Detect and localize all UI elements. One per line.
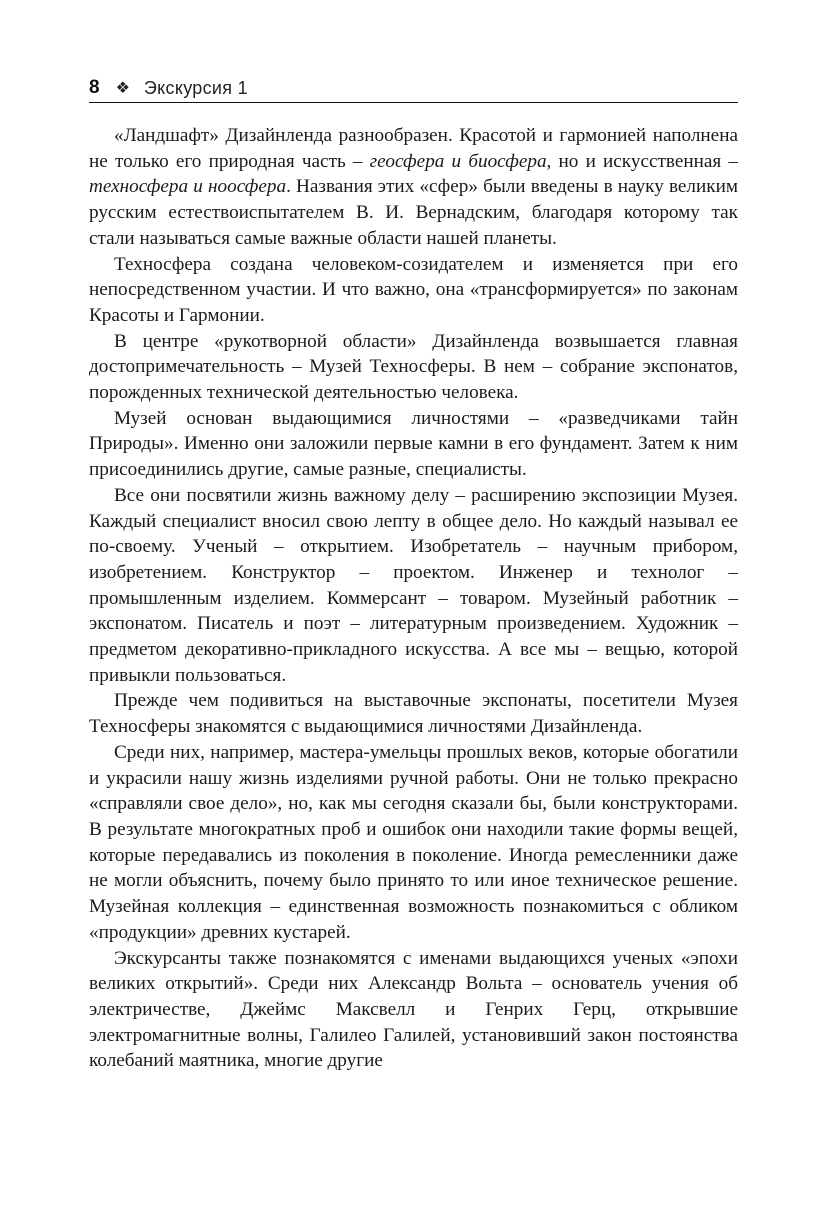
paragraph: Музей основан выдающимися личностями – «разведчиками тайн Природы». Именно они заложили первые камни в его фундамент. Затем к ним присоединились другие, самые разные, специалисты.	[89, 407, 738, 481]
page-header	[89, 74, 738, 102]
body-text	[89, 123, 738, 1074]
paragraph	[89, 123, 738, 252]
page-number: 8	[89, 77, 100, 98]
paragraph: Техносфера создана человеком-созидателем и изменяется при его непосредственном участии. И что важно, она «трансформируется» по законам Красоты и Гармонии.	[89, 253, 738, 326]
header-rule	[89, 102, 738, 103]
text-run: . Названия этих «сфер» были введены в науку великим русским естествоиспытателем В. И. Вернадским, благодаря которому так стали называться самые важные области нашей планеты.	[89, 176, 739, 249]
italic-term: техносфера и ноосфера	[89, 176, 287, 198]
paragraph: Среди них, например, мастера-умельцы прошлых веков, которые обогатили и украсили нашу жизнь изделиями ручной работы. Они не только прекрасно «справляли свое дело», но, как мы сегодня сказали бы, были конструкторами. В результате многократных проб и ошибок они находили такие формы вещей, которые передавались из поколения в поколение. Иногда ремесленники даже не могли объяснить, почему было принято то или иное техническое решение. Музейная коллекция – единственная возможность познакомиться с обликом «продукции» древних кустарей.	[89, 741, 738, 943]
paragraph: Прежде чем подивиться на выставочные экспонаты, посетители Музея Техносферы знакомятся с выдающимися личностями Дизайнленда.	[89, 690, 738, 738]
italic-term: геосфера и биосфера	[369, 150, 547, 172]
text-run: , но и искусственная –	[546, 150, 738, 172]
text-run: «Ландшафт» Дизайнленда разнообразен. Красотой и гармонией наполнена не только его природная часть –	[89, 125, 738, 172]
paragraph: Все они посвятили жизнь важному делу – расширению экспозиции Музея. Каждый специалист вносил свою лепту в общее дело. Но каждый называл ее по-своему. Ученый – открытием. Изобретатель – научным прибором, изобретением. Конструктор – проектом. Инженер и технолог – промышленным изделием. Коммерсант – товаром. Музейный работник – экспонатом. Писатель и поэт – литературным произведением. Художник – предметом декоративно-прикладного искусства. А все мы – вещью, которой привыкли пользоваться.	[89, 484, 738, 686]
paragraph: В центре «рукотворной области» Дизайнленда возвышается главная достопримечательность – Музей Техносферы. В нем – собрание экспонатов, порожденных технической деятельностью человека.	[89, 330, 738, 404]
running-title: Экскурсия 1	[143, 77, 248, 98]
ornament-icon: ❖	[115, 80, 130, 97]
paragraph: Экскурсанты также познакомятся с именами выдающихся ученых «эпохи великих открытий». Среди них Александр Вольта – основатель учения об электричестве, Джеймс Максвелл и Генрих Герц, открывшие электромагнитные волны, Галилео Галилей, установивший закон постоянства колебаний маятника, многие другие	[89, 947, 738, 1072]
